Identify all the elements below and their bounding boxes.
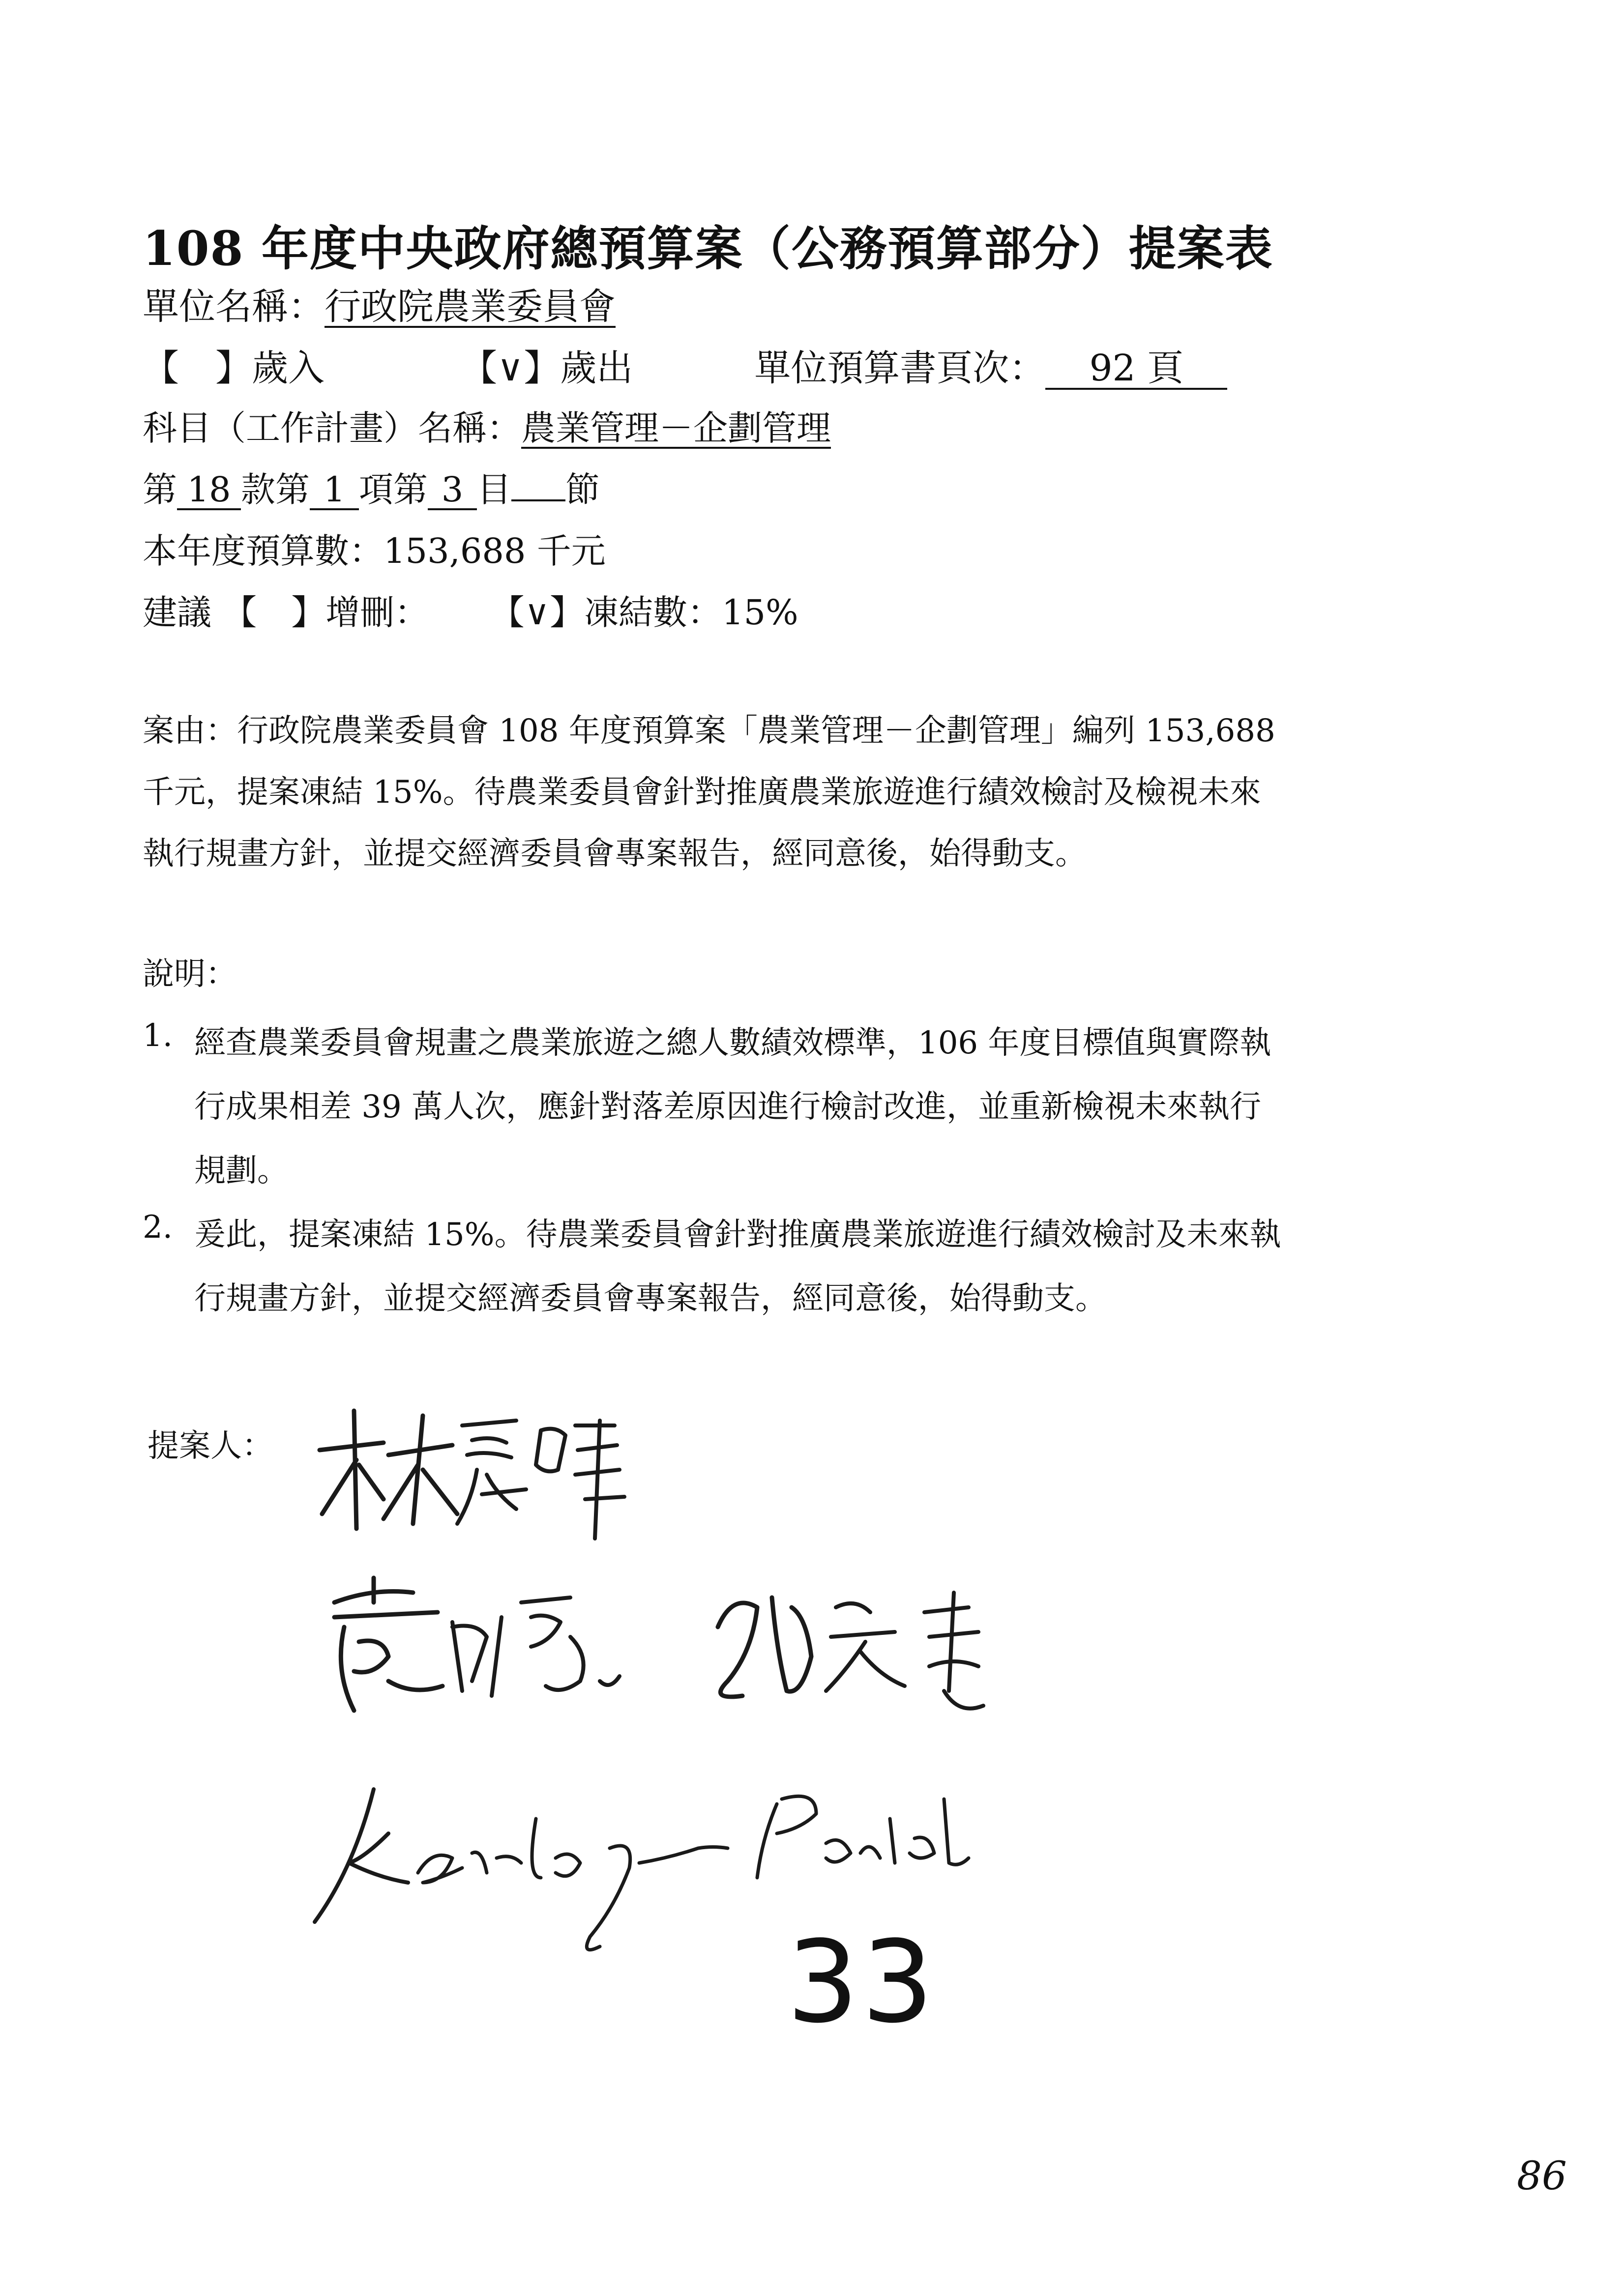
item-row	[143, 462, 600, 512]
item-text: 節	[565, 469, 600, 510]
budget-book-page-label: 單位預算書頁次：	[754, 347, 1046, 389]
subject-value: 農業管理－企劃管理	[521, 408, 831, 448]
jie-value	[511, 499, 565, 501]
suggestion-label: 建議	[143, 592, 211, 633]
subject-label: 科目（工作計畫）名稱：	[143, 408, 521, 448]
reason-line: 執行規畫方針，並提交經濟委員會專案報告，經同意後，始得動支。	[143, 836, 1087, 872]
suggestion-row	[143, 585, 798, 635]
unit-row	[143, 278, 616, 330]
document-title: 108 年度中央政府總預算案（公務預算部分）提案表	[143, 221, 1273, 276]
unit-label: 單位名稱：	[143, 286, 325, 328]
item-text: 第	[143, 469, 177, 510]
item-text: 目	[477, 469, 511, 510]
explanation-item-number: 2.	[143, 1209, 173, 1246]
explanation-line: 行規畫方針，並提交經濟委員會專案報告，經同意後，始得動支。	[194, 1280, 1107, 1317]
proposer-label: 提案人：	[148, 1428, 273, 1464]
budget-book-page-value: 92 頁	[1045, 349, 1227, 390]
explanation-line: 行成果相差 39 萬人次，應針對落差原因進行檢討改進，並重新檢視未來執行	[194, 1089, 1262, 1125]
signature-1	[310, 1396, 629, 1543]
reason-line: 案由：行政院農業委員會 108 年度預算案「農業管理－企劃管理」編列 153,688	[143, 713, 1275, 749]
handwritten-page-number: 33	[787, 1917, 937, 2048]
explanation-item-number: 1.	[143, 1017, 173, 1054]
xiang-value: 1	[310, 472, 359, 510]
signature-2	[315, 1568, 1082, 1755]
explanation-line: 經查農業委員會規畫之農業旅遊之總人數績效標準，106 年度目標值與實際執	[194, 1025, 1271, 1061]
kuan-value: 18	[177, 472, 241, 510]
item-text: 款第	[241, 469, 310, 510]
add-delete-option: 【 】增刪：	[222, 592, 429, 633]
subject-row	[143, 401, 831, 450]
reason-line: 千元，提案凍結 15%。待農業委員會針對推廣農業旅遊進行績效檢討及檢視未來	[143, 774, 1261, 811]
revenue-option: 【 】歲入	[143, 347, 325, 389]
budget-amount: 本年度預算數：153,688 千元	[143, 531, 606, 571]
explanation-label: 說明：	[143, 956, 237, 992]
explanation-line: 規劃。	[194, 1153, 289, 1189]
explanation-line: 爰此，提案凍結 15%。待農業委員會針對推廣農業旅遊進行績效檢討及未來執	[194, 1217, 1281, 1253]
item-text: 項第	[359, 469, 428, 510]
signature-3	[295, 1760, 1200, 1986]
budget-type-row	[143, 339, 1227, 391]
mu-value: 3	[428, 472, 477, 510]
freeze-option: 【∨】凍結數：15%	[490, 592, 798, 633]
corner-page-number: 86	[1517, 2153, 1567, 2199]
expenditure-option: 【∨】歲出	[461, 347, 633, 389]
unit-value: 行政院農業委員會	[325, 286, 616, 328]
